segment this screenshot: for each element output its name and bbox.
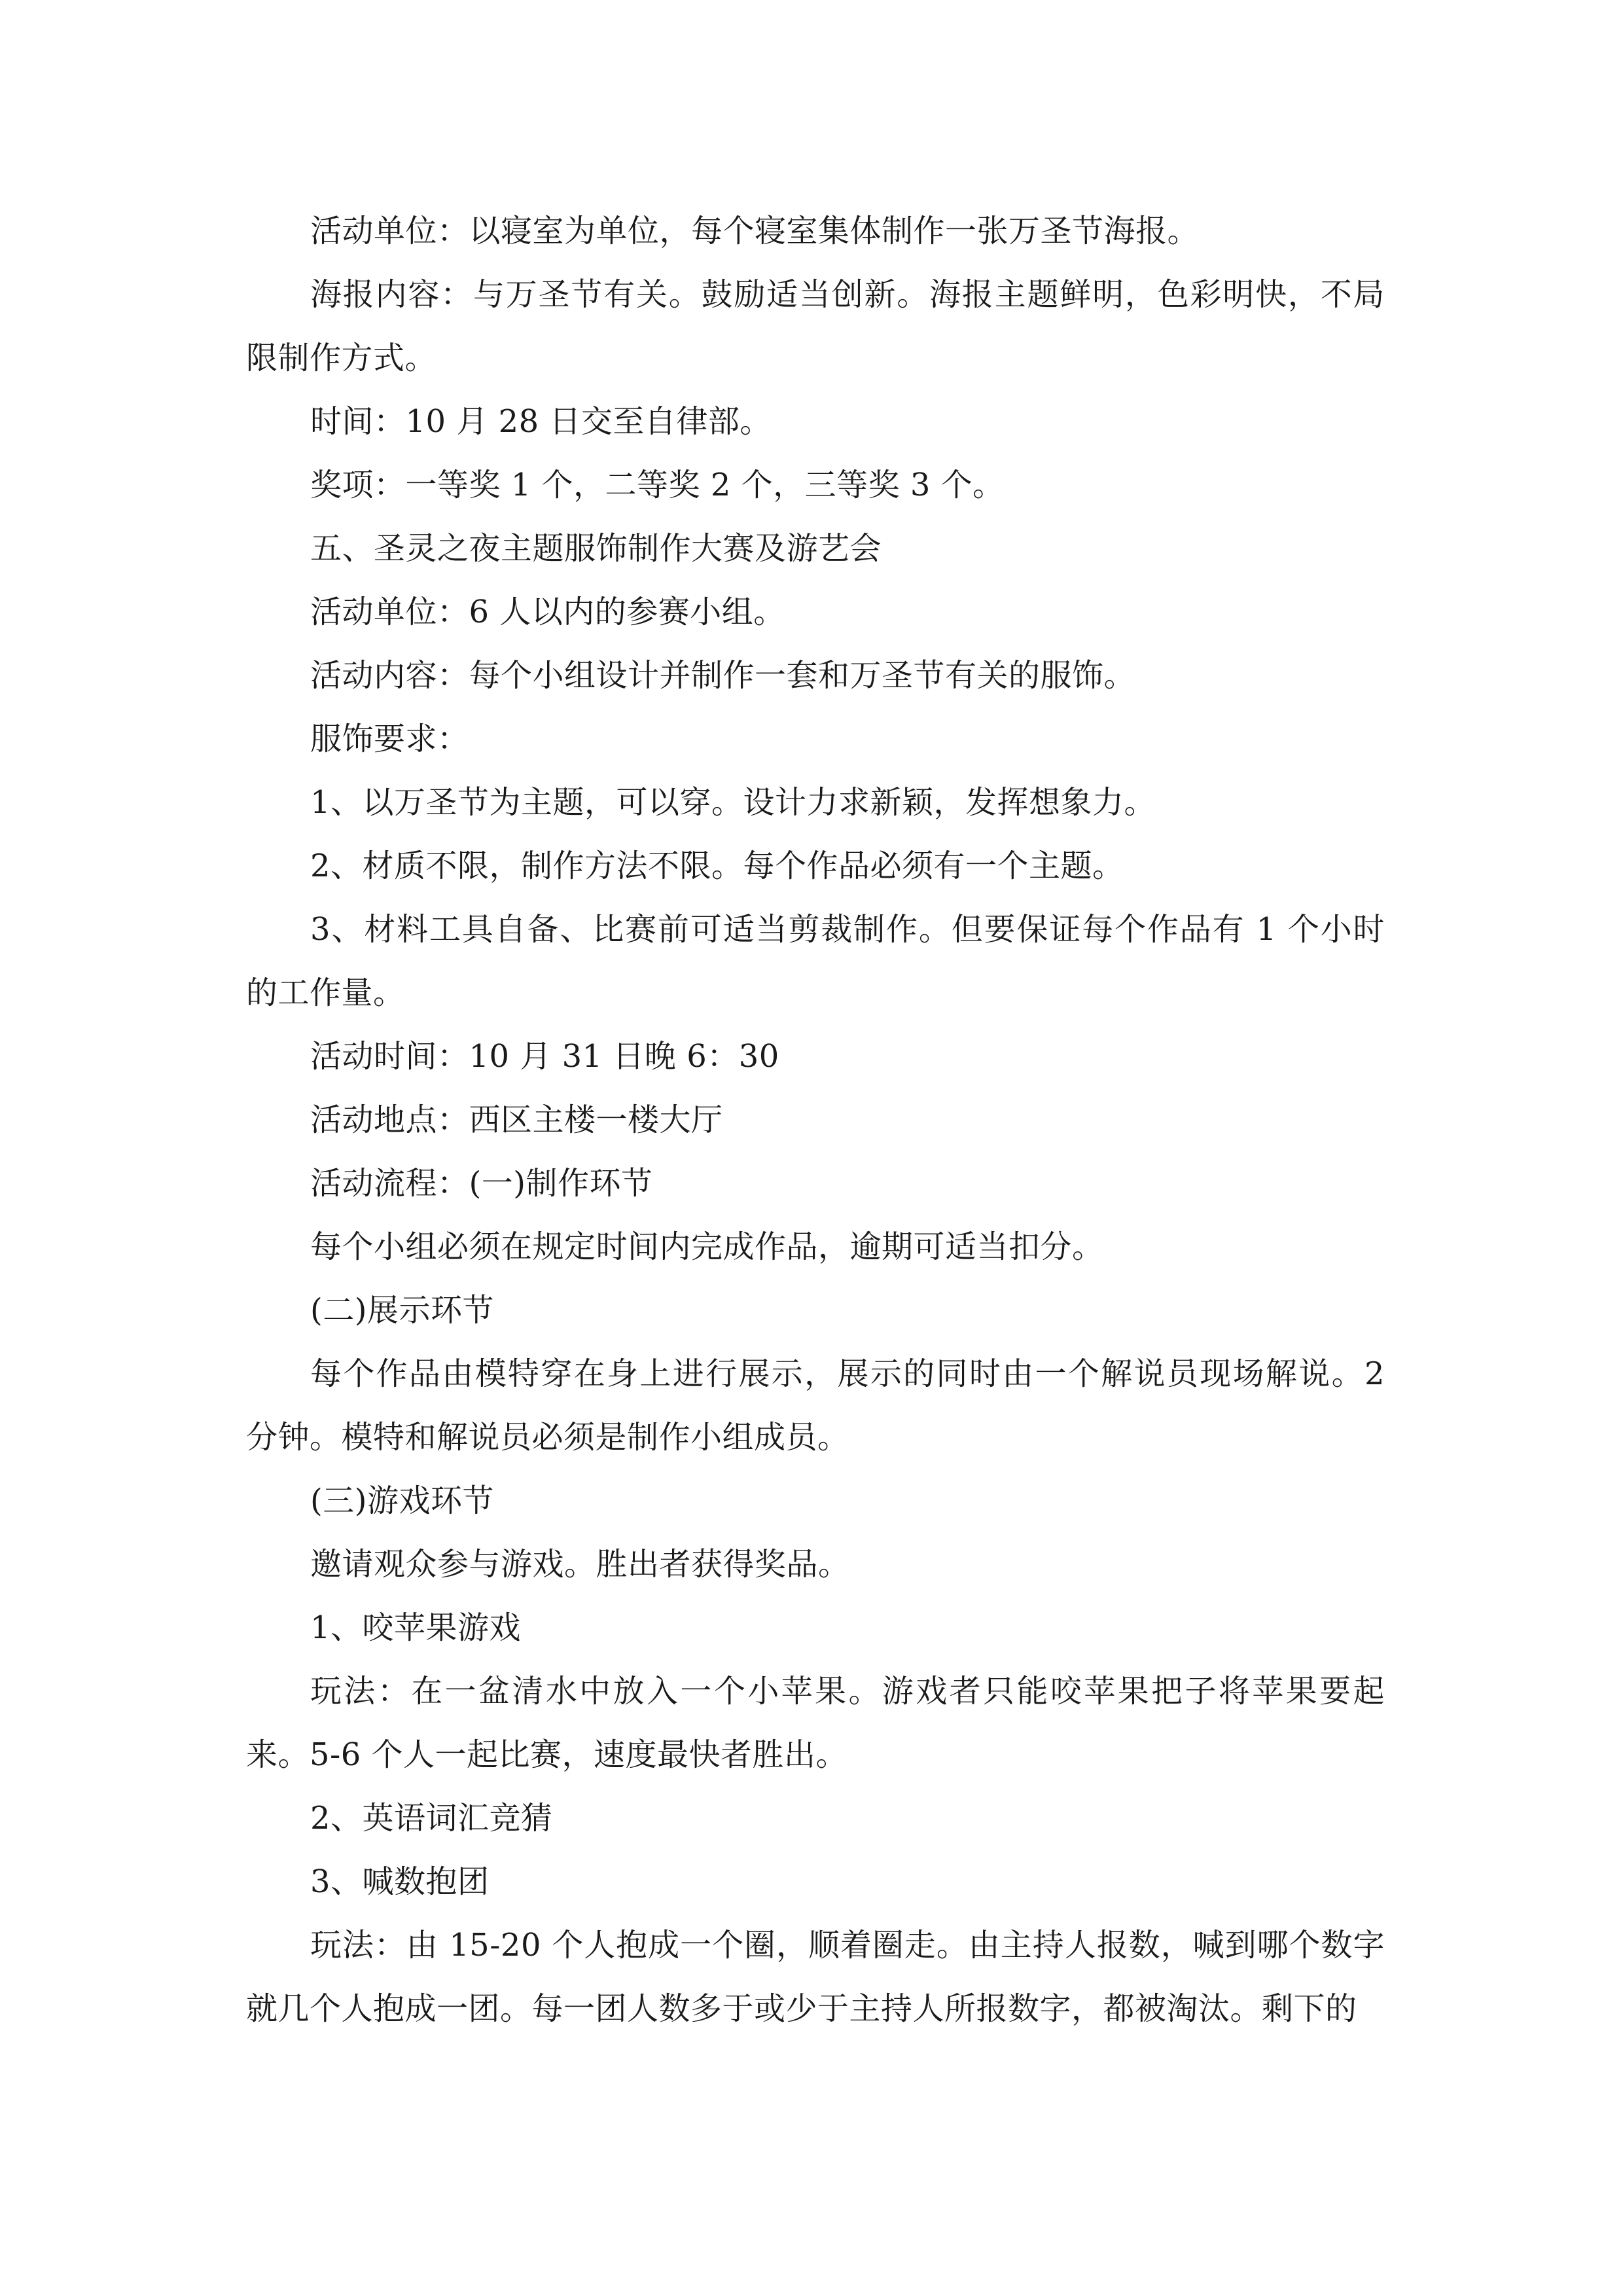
list-item: 2、英语词汇竞猜 <box>310 1800 553 1837</box>
paragraph: 玩法：由 15-20 个人抱成一个圈，顺着圈走。由主持人报数，喊到哪个数字就几个人抱成一团。每一团人数多于或少于主持人所报数字，都被淘汰。剩下的 <box>246 1927 1385 2027</box>
paragraph: 活动单位：6 人以内的参赛小组。 <box>310 594 785 630</box>
paragraph: 海报内容：与万圣节有关。鼓励适当创新。海报主题鲜明，色彩明快，不局限制作方式。 <box>246 276 1385 376</box>
paragraph: 服饰要求： <box>310 721 469 757</box>
list-item: 2、材质不限，制作方法不限。每个作品必须有一个主题。 <box>310 848 1124 884</box>
subsection-heading: (二)展示环节 <box>310 1292 494 1329</box>
paragraph: 活动单位：以寝室为单位，每个寝室集体制作一张万圣节海报。 <box>310 213 1200 249</box>
document-body <box>246 200 1385 2041</box>
paragraph: 活动内容：每个小组设计并制作一套和万圣节有关的服饰。 <box>310 657 1136 694</box>
paragraph: 玩法：在一盆清水中放入一个小苹果。游戏者只能咬苹果把子将苹果要起来。5-6 个人一起比赛，速度最快者胜出。 <box>246 1673 1385 1773</box>
list-item: 3、喊数抱团 <box>310 1863 490 1900</box>
paragraph: 时间：10 月 28 日交至自律部。 <box>310 403 772 440</box>
paragraph: 每个小组必须在规定时间内完成作品，逾期可适当扣分。 <box>310 1229 1104 1265</box>
paragraph: 活动地点：西区主楼一楼大厅 <box>310 1102 723 1138</box>
subsection-heading: (三)游戏环节 <box>310 1482 494 1519</box>
paragraph: 每个作品由模特穿在身上进行展示，展示的同时由一个解说员现场解说。2 分钟。模特和解说员必须是制作小组成员。 <box>246 1355 1385 1456</box>
paragraph: 活动时间：10 月 31 日晚 6：30 <box>310 1038 779 1075</box>
list-item: 1、咬苹果游戏 <box>310 1609 522 1646</box>
paragraph: 邀请观众参与游戏。胜出者获得奖品。 <box>310 1546 850 1583</box>
list-item: 1、以万圣节为主题，可以穿。设计力求新颖，发挥想象力。 <box>310 784 1156 821</box>
section-heading: 五、圣灵之夜主题服饰制作大赛及游艺会 <box>310 530 882 567</box>
paragraph: 活动流程：(一)制作环节 <box>310 1165 653 1202</box>
paragraph: 奖项：一等奖 1 个，二等奖 2 个，三等奖 3 个。 <box>310 467 1005 503</box>
list-item: 3、材料工具自备、比赛前可适当剪裁制作。但要保证每个作品有 1 个小时的工作量。 <box>246 911 1385 1011</box>
